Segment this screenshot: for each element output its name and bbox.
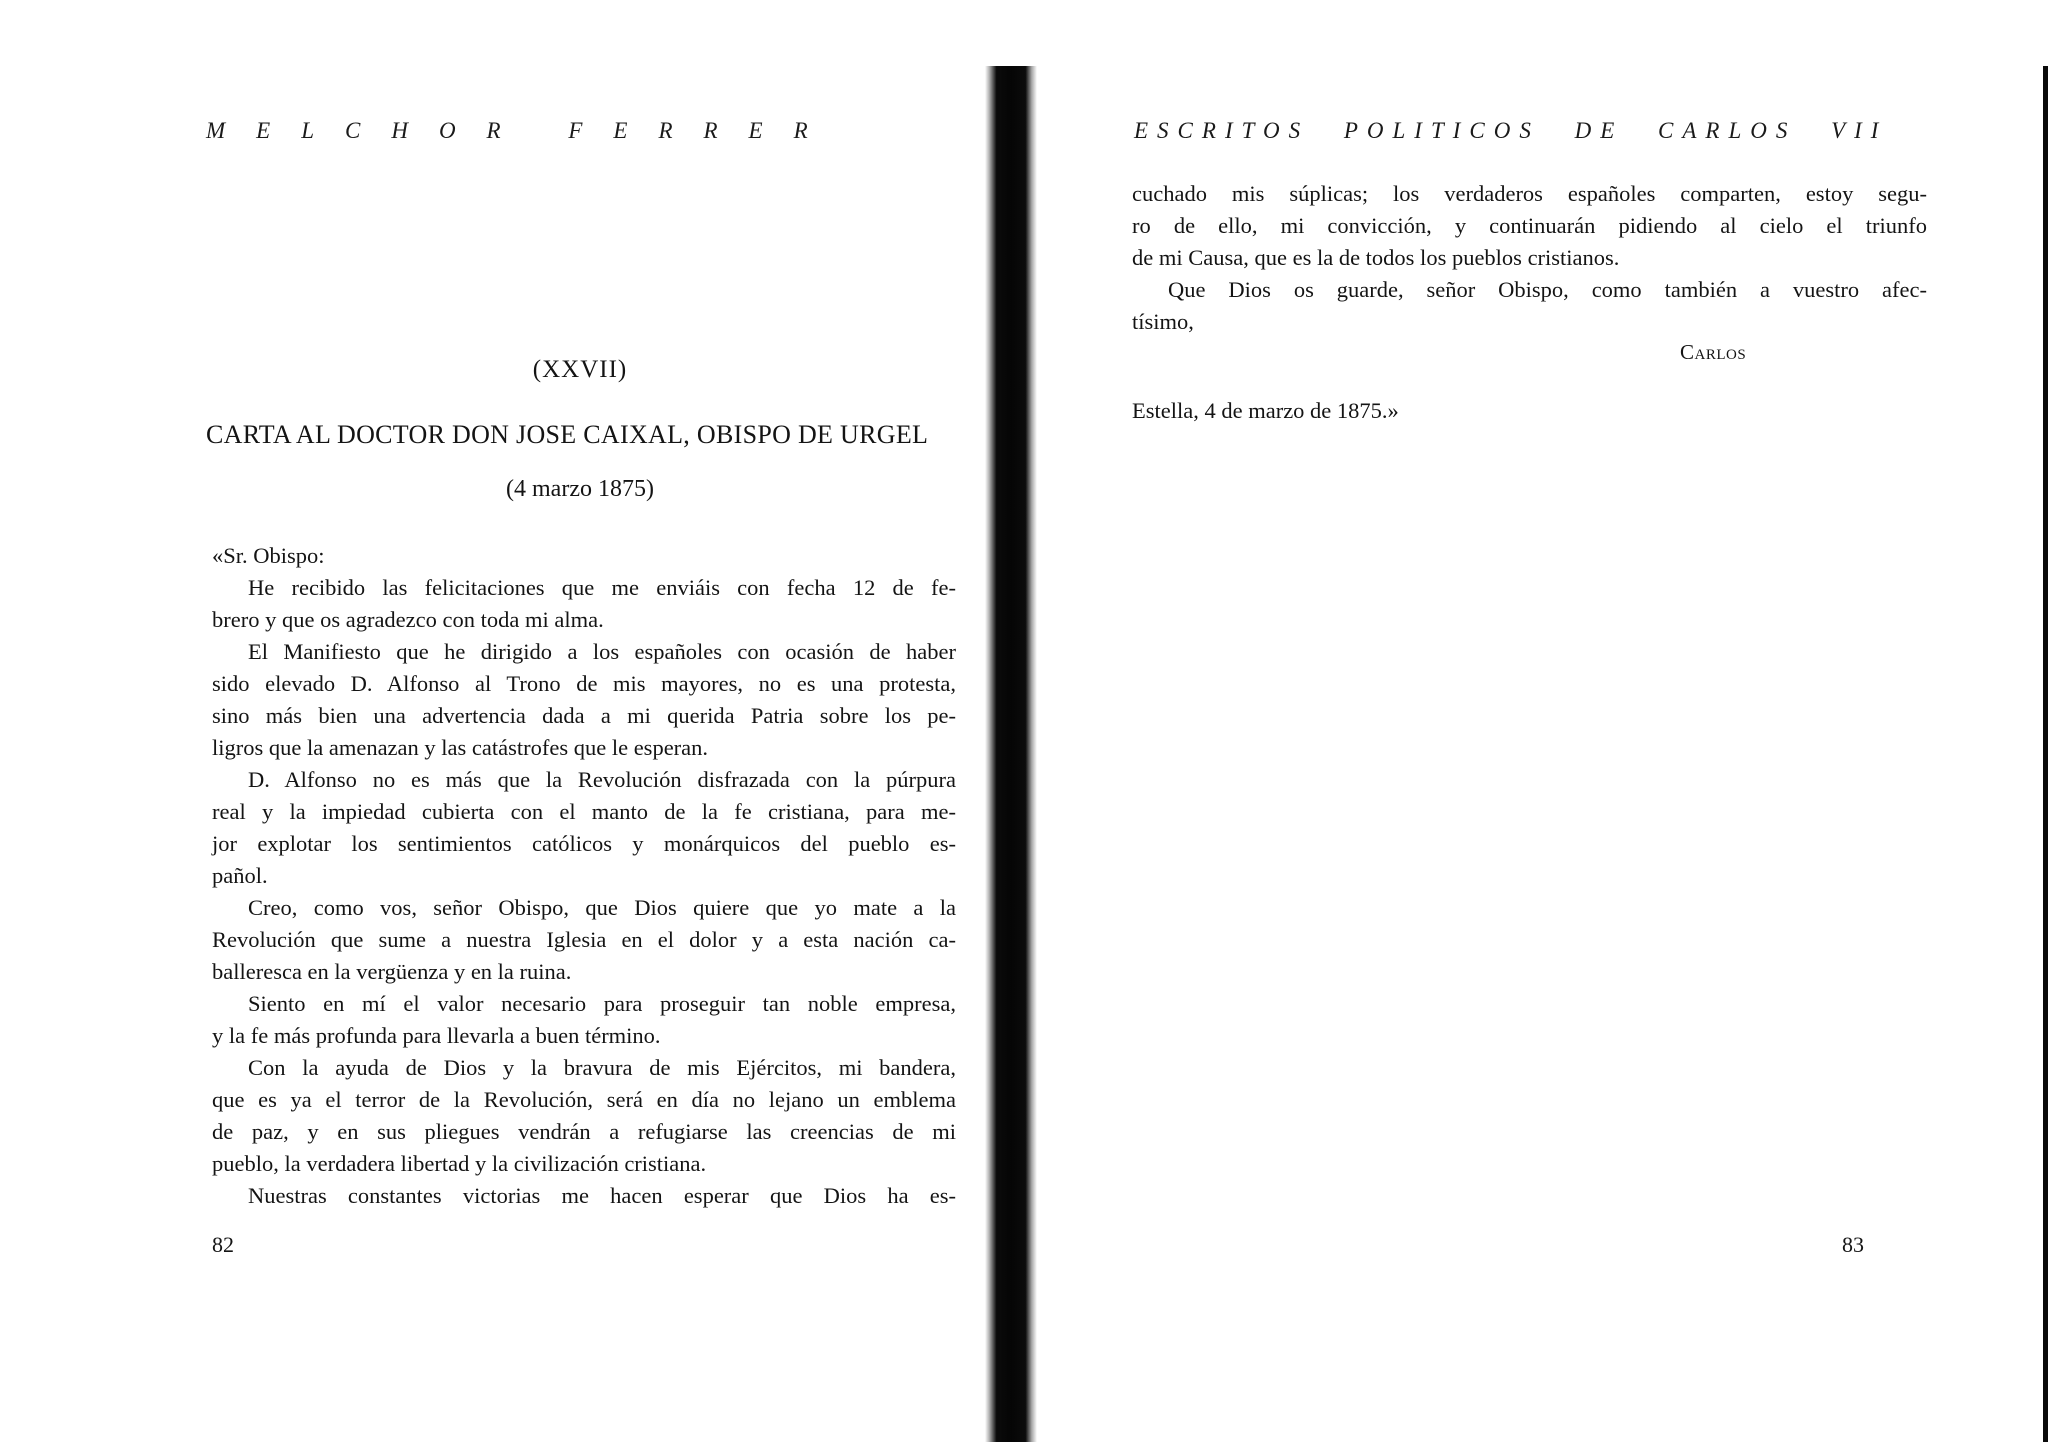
chapter-title: CARTA AL DOCTOR DON JOSE CAIXAL, OBISPO DE URGEL [206, 420, 929, 449]
text-line: Nuestras constantes victorias me hacen esperar que Dios ha es- [248, 1183, 956, 1208]
text-line: Creo, como vos, señor Obispo, que Dios quiere que yo mate a la [248, 895, 956, 920]
text-line: Revolución que sume a nuestra Iglesia en el dolor y a esta nación ca- [212, 927, 956, 952]
text-line: y la fe más profunda para llevarla a buen término. [212, 1023, 661, 1048]
text-line: sido elevado D. Alfonso al Trono de mis mayores, no es una protesta, [212, 671, 956, 696]
text-line: cuchado mis súplicas; los verdaderos españoles comparten, estoy segu- [1132, 181, 1927, 206]
text-line: D. Alfonso no es más que la Revolución disfrazada con la púrpura [248, 767, 956, 792]
left-page [0, 0, 990, 1442]
text-line: Que Dios os guarde, señor Obispo, como también a vuestro afec- [1168, 277, 1927, 302]
dateline: Estella, 4 de marzo de 1875.» [1132, 398, 1399, 423]
letter-body-left [212, 540, 956, 1212]
text-line: de mi Causa, que es la de todos los pueblos cristianos. [1132, 245, 1620, 270]
page-number-left: 82 [212, 1232, 234, 1257]
text-line: ligros que la amenazan y las catástrofes que le esperan. [212, 735, 709, 760]
text-line: Siento en mí el valor necesario para proseguir tan noble empresa, [248, 991, 956, 1016]
right-page [1050, 0, 2048, 1442]
text-line: sino más bien una advertencia dada a mi querida Patria sobre los pe- [212, 703, 956, 728]
text-line: jor explotar los sentimientos católicos y monárquicos del pueblo es- [212, 831, 956, 856]
page-edge-shadow [2043, 66, 2048, 1442]
text-line: Con la ayuda de Dios y la bravura de mis Ejércitos, mi bandera, [248, 1055, 956, 1080]
text-line: balleresca en la vergüenza y en la ruina. [212, 959, 572, 984]
chapter-number: (XXVII) [532, 356, 628, 383]
text-line: ro de ello, mi convicción, y continuarán pidiendo al cielo el triunfo [1132, 213, 1927, 238]
running-head-left: MELCHOR FERRER [206, 118, 839, 143]
running-head-right: ESCRITOS POLITICOS DE CARLOS VII [1134, 118, 1888, 143]
page-number-right: 83 [1842, 1232, 1864, 1257]
text-line: de paz, y en sus pliegues vendrán a refugiarse las creencias de mi [212, 1119, 956, 1144]
chapter-date: (4 marzo 1875) [506, 476, 654, 502]
text-line: He recibido las felicitaciones que me enviáis con fecha 12 de fe- [248, 575, 956, 600]
text-line: pañol. [212, 863, 268, 888]
letter-body-right [1132, 178, 1927, 338]
text-line: tísimo, [1132, 309, 1194, 334]
text-line: El Manifiesto que he dirigido a los españoles con ocasión de haber [248, 639, 956, 664]
text-line: pueblo, la verdadera libertad y la civilización cristiana. [212, 1151, 707, 1176]
text-line: brero y que os agradezco con toda mi alma. [212, 607, 604, 632]
text-line: «Sr. Obispo: [212, 543, 325, 568]
book-gutter [985, 66, 1037, 1442]
text-line: que es ya el terror de la Revolución, será en día no lejano un emblema [212, 1087, 956, 1112]
text-line: real y la impiedad cubierta con el manto de la fe cristiana, para me- [212, 799, 956, 824]
signature: Carlos [1680, 340, 1747, 364]
